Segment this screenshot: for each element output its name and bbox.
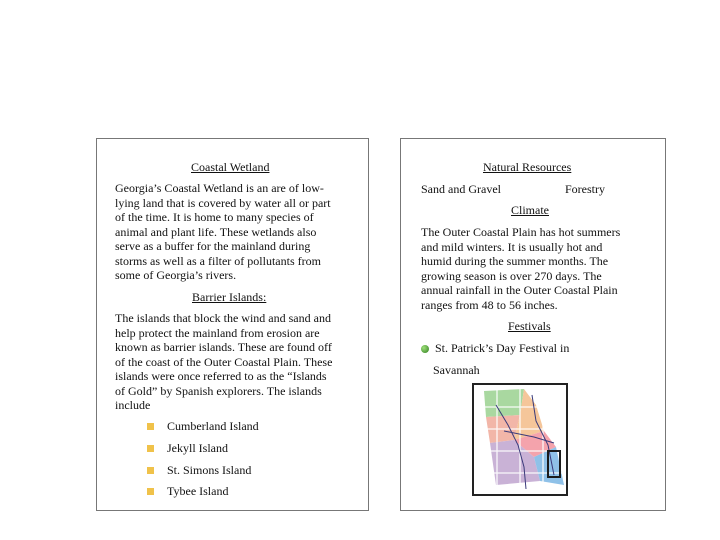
coastal-wetland-title: Coastal Wetland	[191, 160, 270, 174]
text-line: some of Georgia’s rivers.	[115, 268, 237, 282]
text-line: Georgia’s Coastal Wetland is an are of low-	[115, 181, 324, 195]
coastal-wetland-text	[115, 181, 331, 283]
barrier-islands-title: Barrier Islands:	[192, 290, 267, 304]
climate-title: Climate	[511, 203, 549, 217]
island-list-item	[147, 441, 228, 456]
text-line: annual rainfall in the Outer Coastal Plain	[421, 283, 618, 297]
island-name: Cumberland Island	[167, 419, 259, 433]
text-line: include	[115, 398, 151, 412]
island-name: Tybee Island	[167, 484, 229, 498]
green-bullet-icon	[421, 345, 429, 353]
text-line: islands were once referred to as the “Islands	[115, 369, 327, 383]
text-line: The Outer Coastal Plain has hot summers	[421, 225, 621, 239]
georgia-map-icon	[474, 385, 566, 494]
festival-location: Savannah	[433, 363, 480, 377]
island-name: Jekyll Island	[167, 441, 228, 455]
text-line: humid during the summer months. The	[421, 254, 609, 268]
barrier-islands-text	[115, 311, 332, 413]
text-line: of the coast of the Outer Coastal Plain. These	[115, 354, 333, 369]
climate-text	[421, 225, 620, 312]
text-line: help protect the mainland from erosion are	[115, 325, 320, 340]
text-line: lying land that is covered by water all or part	[115, 195, 331, 210]
square-bullet-icon	[147, 445, 154, 452]
natural-resources-title: Natural Resources	[483, 160, 572, 174]
festivals-title: Festivals	[508, 319, 551, 333]
text-line: serve as a buffer for the mainland during	[115, 239, 311, 253]
text-line: of the time. It is home to many species of	[115, 210, 314, 224]
island-list-item	[147, 484, 228, 499]
square-bullet-icon	[147, 488, 154, 495]
text-line: storms as well as a filter of pollutants from	[115, 253, 321, 268]
text-line: The islands that block the wind and sand and	[115, 311, 331, 325]
resource-sand-gravel: Sand and Gravel	[421, 182, 501, 196]
text-line: animal and plant life. These wetlands also	[115, 224, 317, 239]
resource-forestry: Forestry	[565, 182, 605, 196]
text-line: ranges from 48 to 56 inches.	[421, 297, 558, 312]
map-region-mountains	[484, 389, 524, 417]
square-bullet-icon	[147, 467, 154, 474]
square-bullet-icon	[147, 423, 154, 430]
festival-item	[421, 341, 569, 356]
georgia-map	[472, 383, 568, 496]
festival-name: St. Patrick’s Day Festival in	[435, 341, 570, 355]
island-list-item	[147, 419, 259, 434]
island-name: St. Simons Island	[167, 463, 252, 477]
text-line: of Gold” by Spanish explorers. The islands	[115, 383, 322, 398]
text-line: growing season is over 270 days. The	[421, 268, 602, 283]
island-list-item	[147, 463, 251, 478]
text-line: and mild winters. It is usually hot and	[421, 239, 603, 254]
text-line: known as barrier islands. These are found off	[115, 340, 332, 354]
